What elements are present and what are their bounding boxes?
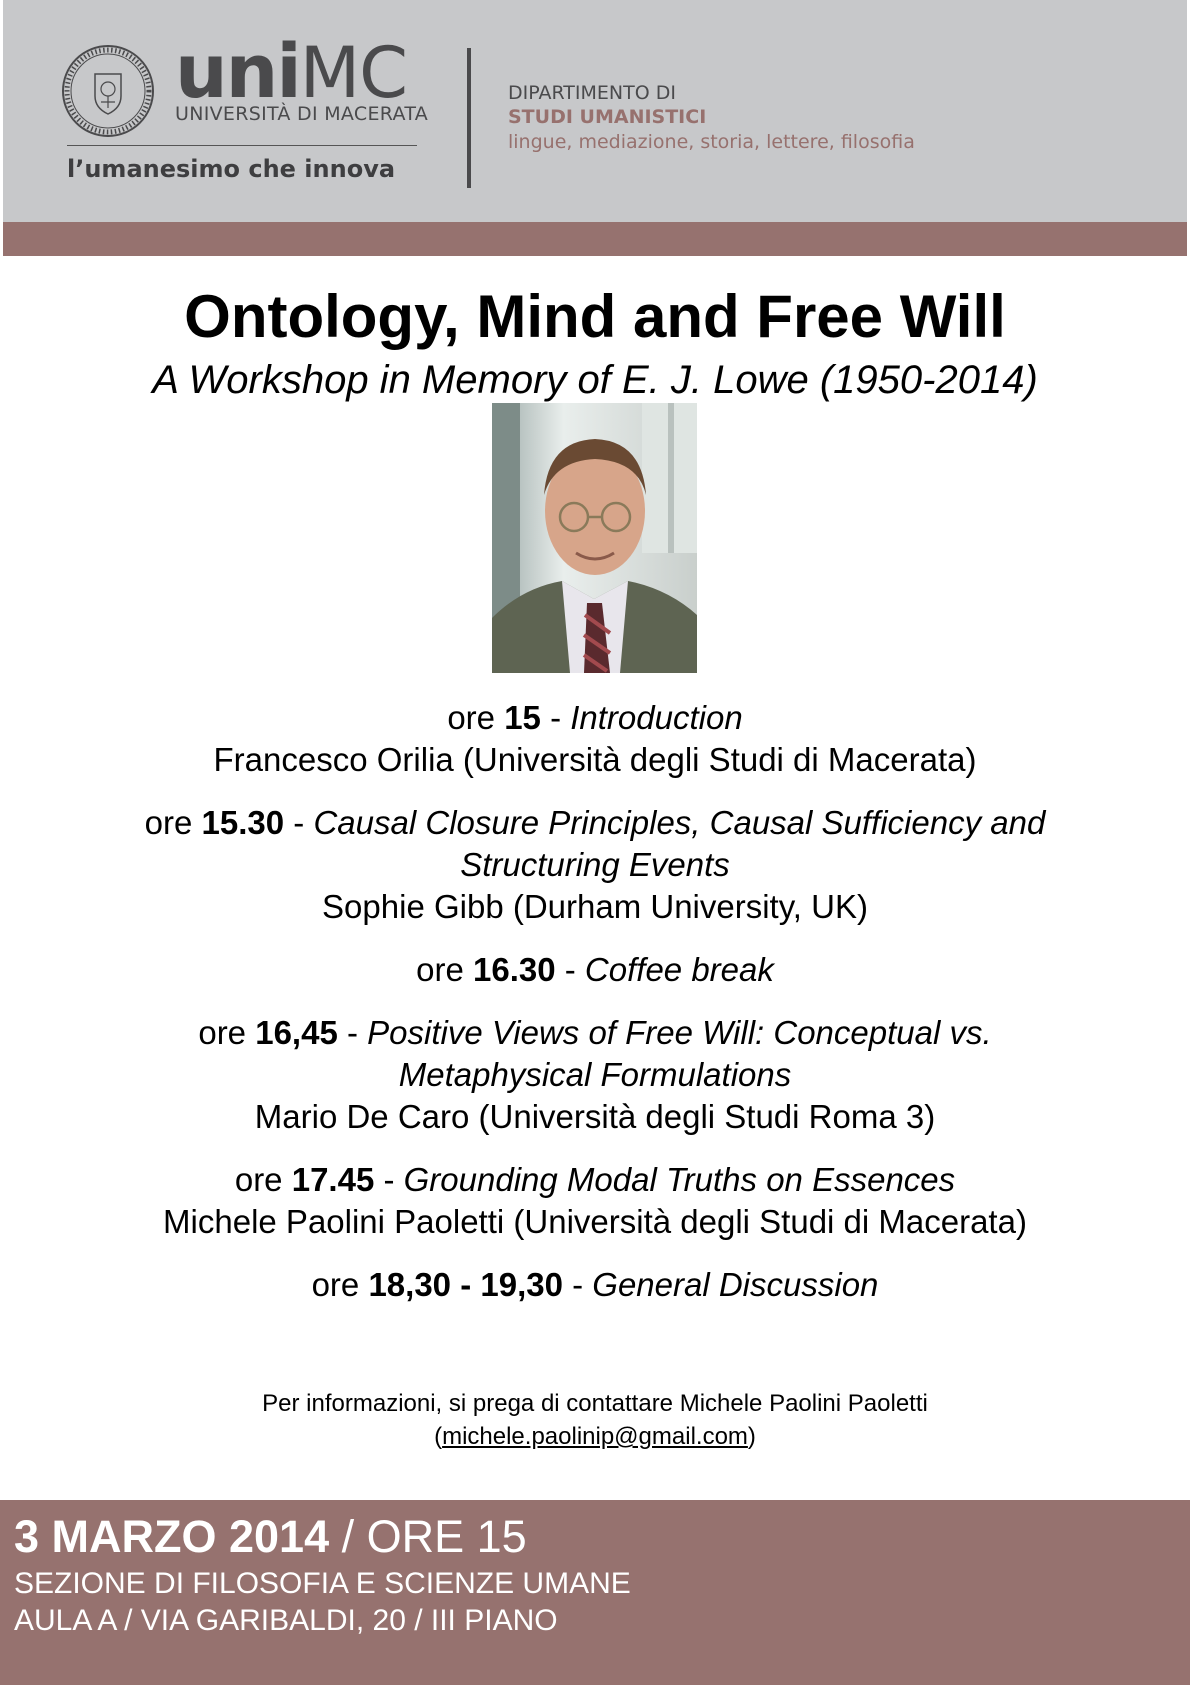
header xyxy=(3,0,1187,222)
session-time: 15.30 xyxy=(201,804,285,841)
venue-line-2: AULA A / VIA GARIBALDI, 20 / III PIANO xyxy=(14,1604,558,1637)
paren-close: ) xyxy=(747,1423,756,1450)
logo-divider xyxy=(67,145,417,146)
program-schedule xyxy=(0,697,1190,1327)
talk-title: Causal Closure Principles, Causal Sufficiency and xyxy=(313,804,1046,841)
department-name: STUDI UMANISTICI xyxy=(508,106,707,128)
event-subtitle: A Workshop in Memory of E. J. Lowe (1950-2014) xyxy=(152,358,1038,402)
talk-title-continued xyxy=(0,844,1190,886)
university-name: UNIVERSITÀ DI MACERATA xyxy=(175,103,429,125)
university-motto: l’umanesimo che innova xyxy=(67,155,396,183)
ore-label: ore xyxy=(234,1161,292,1198)
separator: - xyxy=(562,1266,593,1303)
session-time-line xyxy=(0,1012,1190,1054)
talk-title-continued xyxy=(0,1054,1190,1096)
portrait-photo xyxy=(492,403,697,673)
department-label: DIPARTIMENTO DI xyxy=(508,82,676,104)
contact-text: Per informazioni, si prega di contattare Michele Paolini Paoletti xyxy=(262,1390,928,1417)
ore-label: ore xyxy=(311,1266,369,1303)
program-session xyxy=(0,1264,1190,1306)
event-title: Ontology, Mind and Free Will xyxy=(184,283,1006,350)
session-time: 16.30 xyxy=(473,951,556,988)
talk-title: Grounding Modal Truths on Essences xyxy=(403,1161,956,1198)
talk-title: Coffee break xyxy=(584,951,774,988)
ore-label: ore xyxy=(416,951,473,988)
speaker: Sophie Gibb (Durham University, UK) xyxy=(322,888,868,925)
session-time: 16,45 xyxy=(255,1014,338,1051)
university-seal-icon xyxy=(61,44,155,138)
talk-title: General Discussion xyxy=(592,1266,879,1303)
program-session xyxy=(0,697,1190,781)
header-color-band xyxy=(3,222,1187,256)
talk-title: Positive Views of Free Will: Conceptual vs. xyxy=(367,1014,992,1051)
talk-title-line2: Metaphysical Formulations xyxy=(398,1056,792,1093)
session-time: 15 xyxy=(504,699,541,736)
speaker: Michele Paolini Paoletti (Università degli Studi di Macerata) xyxy=(163,1203,1027,1240)
logo-light-part: MC xyxy=(299,32,408,114)
paren-open: ( xyxy=(434,1423,443,1450)
session-time: 17.45 xyxy=(291,1161,375,1198)
talk-title: Introduction xyxy=(570,699,743,736)
session-time: 18,30 - 19,30 xyxy=(368,1266,563,1303)
header-vertical-divider xyxy=(467,48,471,188)
session-time-line xyxy=(0,802,1190,844)
contact-email-line xyxy=(0,1420,1190,1453)
program-session xyxy=(0,949,1190,991)
contact-email-link[interactable]: michele.paolinip@gmail.com xyxy=(442,1423,748,1450)
ore-label: ore xyxy=(198,1014,256,1051)
speaker: Francesco Orilia (Università degli Studi di Macerata) xyxy=(213,741,977,778)
session-time-line xyxy=(0,697,1190,739)
event-date: 3 MARZO 2014 xyxy=(14,1511,330,1562)
venue-line-1: SEZIONE DI FILOSOFIA E SCIENZE UMANE xyxy=(14,1567,631,1600)
event-date-time xyxy=(14,1510,527,1564)
session-time-line xyxy=(0,949,1190,991)
session-time-line xyxy=(0,1264,1190,1306)
program-session xyxy=(0,1159,1190,1243)
separator: - xyxy=(555,951,585,988)
separator: - xyxy=(337,1014,368,1051)
separator: - xyxy=(374,1161,404,1198)
logo-bold-part: uni xyxy=(175,29,300,115)
separator: - xyxy=(284,804,314,841)
ore-label: ore xyxy=(447,699,505,736)
session-time-line xyxy=(0,1159,1190,1201)
program-session xyxy=(0,802,1190,928)
talk-title-line2: Structuring Events xyxy=(460,846,730,883)
department-subtitle: lingue, mediazione, storia, lettere, filosofia xyxy=(508,131,915,153)
speaker: Mario De Caro (Università degli Studi Roma 3) xyxy=(254,1098,936,1135)
separator: - xyxy=(540,699,571,736)
contact-info xyxy=(0,1387,1190,1453)
footer xyxy=(0,1500,1190,1685)
ore-label: ore xyxy=(144,804,202,841)
program-session xyxy=(0,1012,1190,1138)
event-time: / ORE 15 xyxy=(329,1511,527,1562)
